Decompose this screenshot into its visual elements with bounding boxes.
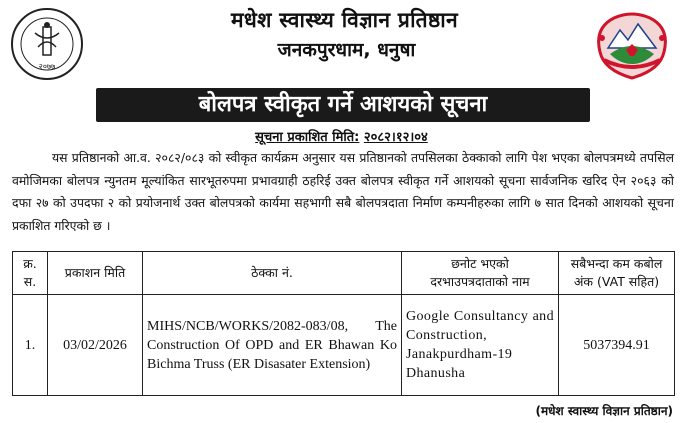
cell-contract: MIHS/NCB/WORKS/2082-083/08, The Construction Of OPD and ER Bhawan Ko Bichma Truss (ER Disasater Extension) bbox=[143, 295, 402, 396]
svg-text:२०७७: २०७७ bbox=[38, 62, 56, 71]
header-publication-date: प्रकाशन मिति bbox=[48, 252, 143, 295]
table-row bbox=[13, 295, 675, 396]
organization-location: जनकपुरधाम, धनुषा bbox=[277, 39, 416, 61]
table-header-row bbox=[13, 252, 675, 295]
notice-title-banner: बोलपत्र स्वीकृत गर्ने आशयको सूचना bbox=[96, 88, 590, 122]
publication-date-value: २०८२।१२।०४ bbox=[363, 130, 428, 145]
cell-publication-date: 03/02/2026 bbox=[48, 295, 143, 396]
nepal-emblem-icon bbox=[590, 8, 674, 82]
header-serial: क्र. स. bbox=[13, 252, 48, 295]
cell-amount: 5037394.91 bbox=[559, 295, 675, 396]
header-contract-number: ठेक्का नं. bbox=[143, 252, 402, 295]
publication-date bbox=[0, 127, 683, 145]
cell-bidder: Google Consultancy and Construction, Janakpurdham-19 Dhanusha bbox=[402, 295, 559, 396]
header-selected-bidder: छनोट भएको दरभाउपत्रदाताको नाम bbox=[402, 252, 559, 295]
cell-serial: 1. bbox=[13, 295, 48, 396]
header-lowest-bid-amount: सबैभन्दा कम कबोल अंक (VAT सहित) bbox=[559, 252, 675, 295]
award-table bbox=[12, 251, 675, 396]
notice-body-text: यस प्रतिष्ठानको आ.व. २०८२/०८३ को स्वीकृत कार्यक्रम अनुसार यस प्रतिष्ठानको तपसिलका ठेक्काको लागि पेश भएका बोलपत्रमध्ये तपसिल वमोजिमका बोलपत्र न्युनतम मूल्यांकित सारभूतरुपमा प्रभावग्राही ठहरिई उक्त बोलपत्र स्वीकृत गर्ने आशयको सूचना सार्वजनिक खरिद ऐन २०६३ को दफा २७ को उपदफा २ को प्रयोजनार्थ उक्त बोलपत्रको कार्यमा सहभागी सबै बोलपत्रदाता निर्माण कम्पनीहरुका लागि ७ सात दिनको आशयको सूचना प्रकाशित गरिएको छ । bbox=[12, 150, 674, 233]
publication-date-label: सूचना प्रकाशित मिति: bbox=[255, 130, 360, 145]
organization-name: मधेश स्वास्थ्य विज्ञान प्रतिष्ठान bbox=[231, 8, 458, 32]
issuer-signature: (मधेश स्वास्थ्य विज्ञान प्रतिष्ठान) bbox=[535, 404, 673, 418]
